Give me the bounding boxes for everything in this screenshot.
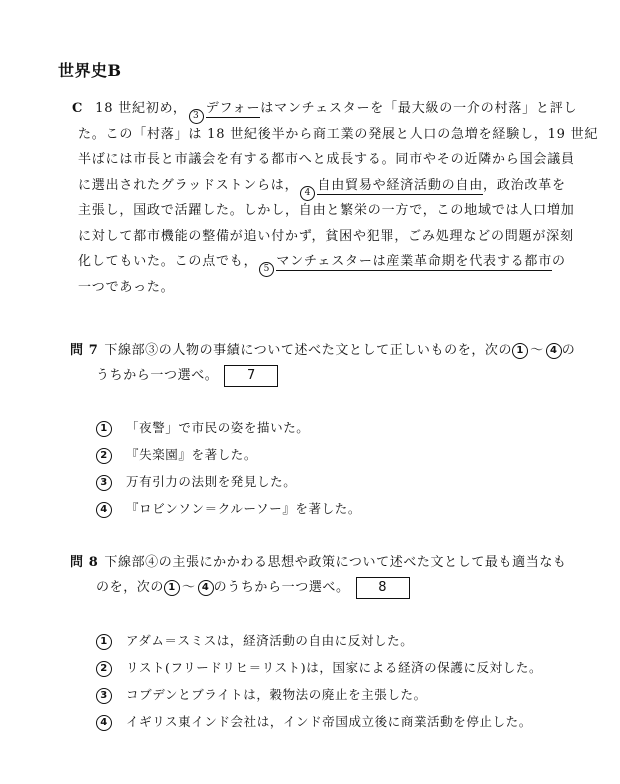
- passage-line-5: 主張し，国政で活躍した。しかし，自由と繁栄の一方で，この地域では人口増加: [78, 203, 575, 218]
- underline-4: 自由貿易や経済活動の自由: [317, 177, 484, 193]
- underline-3: デフォー: [205, 101, 261, 116]
- passage-line-8: 一つであった。: [78, 279, 175, 295]
- q8-head: 問 8: [70, 555, 99, 570]
- q8-line-2: のを，次の 1 〜 4 のうちから一つ選べ。 8: [96, 576, 410, 599]
- q7-option-4[interactable]: 4 『ロビンソン＝クルーソー』を著した。: [96, 499, 361, 518]
- q7-option-3[interactable]: 3 万有引力の法則を発見した。: [96, 472, 296, 491]
- passage-label: C: [72, 101, 84, 116]
- q7-head: 問 7: [70, 343, 99, 358]
- q8-answer-box[interactable]: 8: [356, 577, 410, 599]
- passage-line-7: 化してもいた。この点でも， 5 マンチェスターは産業革命期を代表する都市の: [78, 249, 566, 275]
- q7-option-2[interactable]: 2 『失楽園』を著した。: [96, 445, 257, 464]
- passage-line-2: た。この「村落」は 18 世紀後半から商工業の発展と人口の急増を経験し，19 世紀: [78, 126, 599, 142]
- underline-marker-3: 3: [189, 109, 204, 124]
- q7-line-1: 問 7 下線部③の人物の事績について述べた文として正しいものを，次の 1 〜 4 の: [70, 343, 576, 358]
- q8-option-1[interactable]: 1 アダム＝スミスは，経済活動の自由に反対した。: [96, 631, 413, 650]
- underline-marker-5: 5: [259, 262, 274, 277]
- q8-option-4[interactable]: 4 イギリス東インド会社は，インド帝国成立後に商業活動を停止した。: [96, 712, 532, 731]
- q7-line-2: うちから一つ選べ。 7: [96, 364, 278, 387]
- passage-line-4: に選出されたグラッドストンらは， 4 自由貿易や経済活動の自由，政治改革を: [78, 173, 566, 199]
- q8-line-1: 問 8 下線部④の主張にかかわる思想や政策について述べた文として最も適当なも: [70, 555, 567, 570]
- q7-option-1[interactable]: 1 「夜警」で市民の姿を描いた。: [96, 418, 309, 437]
- q8-option-3[interactable]: 3 コブデンとブライトは，穀物法の廃止を主張した。: [96, 685, 427, 704]
- section-title: 世界史B: [58, 61, 122, 80]
- passage-line-1: C 18 世紀初め， 3 デフォーはマンチェスターを「最大級の一介の村落」と評し: [72, 96, 577, 122]
- underline-marker-4: 4: [300, 186, 315, 201]
- passage-line-3: 半ばには市長と市議会を有する都市へと成長する。同市やその近隣から国会議員: [78, 152, 575, 167]
- passage-line-6: に対して都市機能の整備が追い付かず，貧困や犯罪，ごみ処理などの問題が深刻: [78, 228, 574, 244]
- q8-option-2[interactable]: 2 リスト(フリードリヒ＝リスト)は，国家による経済の保護に反対した。: [96, 658, 542, 677]
- q7-answer-box[interactable]: 7: [224, 365, 278, 387]
- underline-5: マンチェスターは産業革命期を代表する都市: [276, 254, 553, 269]
